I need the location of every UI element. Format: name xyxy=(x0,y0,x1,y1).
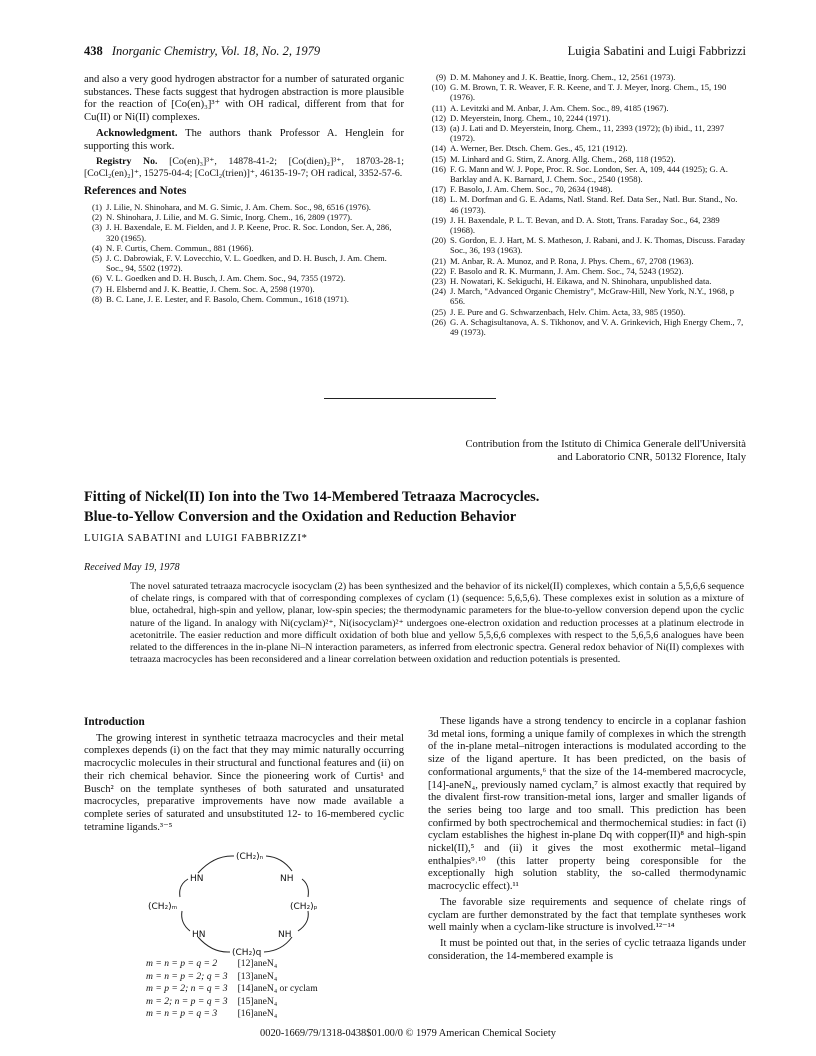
reference-text: J. E. Pure and G. Schwarzenbach, Helv. Chim. Acta, 33, 985 (1950). xyxy=(450,306,686,317)
title-line-2: Blue-to-Yellow Conversion and the Oxidation and Reduction Behavior xyxy=(84,509,517,525)
reference-text: A. Werner, Ber. Dtsch. Chem. Ges., 45, 121 (1912). xyxy=(450,143,628,154)
reference-item xyxy=(428,286,746,306)
registry-numbers xyxy=(84,156,404,180)
reference-item xyxy=(84,253,404,273)
references-heading: References and Notes xyxy=(84,185,187,198)
legend-ligand-name: [12]aneN₄ xyxy=(237,958,278,969)
reference-item xyxy=(428,103,746,113)
reference-number: (18) xyxy=(431,194,446,205)
legend-ligand-name: [14]aneN₄ or cyclam xyxy=(237,983,318,994)
reference-item xyxy=(428,276,746,286)
acknowledgment xyxy=(84,128,404,153)
reference-text: N. F. Curtis, Chem. Commun., 881 (1966). xyxy=(106,242,254,253)
intro-paragraph-3: The favorable size requirements and sequence of chelate rings of cyclam are further demonstrated by the fact that template syntheses work well mainly when a cyclam-like structure is involved.¹²⁻¹⁴ xyxy=(428,896,746,934)
reference-item xyxy=(84,273,404,283)
intro-paragraph-2: These ligands have a strong tendency to encircle in a coplanar fashion 3d metal ions, forming a unique family of complexes in which the strength of the in-plane metal–nitrogen interactions is modulated according to the size of the ligand aperture. It has been predicted, on the basis of conformational arguments,⁶ that the size of the 14-membered macrocycle, [14]-aneN₄, previously named cyclam,⁷ is almost exactly that required by the divalent first-row transition-metal ions, larger and smaller ligands of the series being too large and too small. This prediction has been confirmed by both spectrochemical and thermochemical studies: in fact (i) cyclam establishes the highest in-plane Dq with copper(II)⁸ and high-spin nickel(II),⁵ and (ii) it gives the most exothermic metal–ligand enthalpies⁹˒¹⁰ (this latter property being coresponsible for the exceptionally high solution stablity, the so-called thermodynamic macrocyclic effect).¹¹ xyxy=(428,716,746,893)
reference-number: (9) xyxy=(435,72,446,82)
reference-text: J. C. Dabrowiak, F. V. Lovecchio, V. L. Goedken, and D. H. Busch, J. Am. Chem. Soc., 94, 5502 (1972). xyxy=(106,252,387,274)
legend-ligand-name: [13]aneN₄ xyxy=(237,970,278,982)
reference-item xyxy=(84,243,404,253)
received-date: Received May 19, 1978 xyxy=(84,562,180,573)
reference-text: F. Basolo and R. K. Murmann, J. Am. Chem. Soc., 74, 5243 (1952). xyxy=(450,265,684,276)
reference-item xyxy=(428,184,746,194)
amine-top-right: NH xyxy=(280,874,294,884)
reference-item xyxy=(84,284,404,294)
reference-text: M. Linhard and G. Stirn, Z. Anorg. Allg. Chem., 268, 118 (1952). xyxy=(450,153,676,164)
intro-paragraph-4: It must be pointed out that, in the series of cyclic tetraaza ligands under consideration, the 14-membered example is xyxy=(428,937,746,962)
continuation-paragraph: and also a very good hydrogen abstractor for a number of saturated organic substances. These facts suggest that hydrogen abstraction is more plausible for the reaction of [Co(en)₃]³⁺ with OH radical, different from that for Cu(II) or Ni(II) complexes. xyxy=(84,74,404,124)
references-list-left xyxy=(84,202,404,304)
reference-number: (10) xyxy=(431,82,446,93)
reference-item xyxy=(428,154,746,164)
reference-text: J. H. Baxendale, P. L. T. Bevan, and D. A. Stott, Trans. Faraday Soc., 64, 2389 (1968). xyxy=(450,214,720,236)
reference-number: (11) xyxy=(432,102,446,113)
reference-text: L. M. Dorfman and G. E. Adams, Natl. Stand. Ref. Data Ser., Natl. Bur. Stand., No. 46 (1973). xyxy=(450,194,738,215)
chain-bottom: (CH₂)q xyxy=(232,948,262,958)
chain-right: (CH₂)ₚ xyxy=(290,902,318,912)
amine-top-left: HN xyxy=(190,874,204,884)
macrocycle-legend xyxy=(144,957,328,1022)
reference-number: (25) xyxy=(431,306,446,317)
reference-number: (13) xyxy=(431,123,446,134)
reference-text: (a) J. Lati and D. Meyerstein, Inorg. Chem., 11, 2393 (1972); (b) ibid., 11, 2397 (1972). xyxy=(450,123,725,144)
reference-text: A. Levitzki and M. Anbar, J. Am. Chem. Soc., 89, 4185 (1967). xyxy=(450,102,669,113)
intro-left-column xyxy=(84,716,404,837)
reference-number: (14) xyxy=(431,143,446,154)
reference-text: F. G. Mann and W. J. Pope, Proc. R. Soc. London, Ser. A, 109, 444 (1925); G. A. Barklay and A. K. Barnard, J. Chem. Soc., 2540 (1958). xyxy=(450,163,728,185)
abstract: The novel saturated tetraaza macrocycle isocyclam (2) has been synthesized and the behavior of its nickel(II) complexes, which contain a 5,5,6,6 sequence of chelate rings, is compared with that of corresponding complexes of cyclam (1) (sequence: 5,6,5,6). These complexes exist in solution as a mixture of blue, octahedral, high-spin and yellow, planar, low-spin species; the thermodynamic parameters for the blue-to-yellow conversion depend upon the cyclic nature of the ligand. In analogy with Ni(cyclam)²⁺, Ni(isocyclam)²⁺ undergoes one-electron oxidation and reduction processes at a platinum electrode in acetonitrile. The easier reduction and more difficult oxidation of both blue and yellow 5,5,6,6 complexes with respect to the 5,6,5,6 analogues have been related to the differences in the in-plane Ni–N interaction parameters, as inferred from electronic spectra. General redox behavior of Ni(II) complexes with tetraaza macrocycles has been reconsidered and a linear correlation between oxidation and reduction potentials is presented. xyxy=(130,581,744,666)
reference-text: D. M. Mahoney and J. K. Beattie, Inorg. Chem., 12, 2561 (1973). xyxy=(450,72,676,82)
reference-item xyxy=(428,256,746,266)
reference-text: N. Shinohara, J. Lilie, and M. G. Simic, Inorg. Chem., 16, 2809 (1977). xyxy=(106,212,353,223)
reference-text: G. A. Schagisultanova, A. S. Tikhonov, and V. A. Grinkevich, High Energy Chem., 7, 49 (1973). xyxy=(450,316,744,338)
contribution-affiliation xyxy=(465,438,746,464)
legend-row xyxy=(146,972,326,983)
reference-item xyxy=(428,235,746,255)
amine-bottom-right: NH xyxy=(278,930,292,940)
reference-number: (12) xyxy=(431,112,446,123)
contribution-line-2: and Laboratorio CNR, 50132 Florence, Italy xyxy=(557,452,746,463)
article-title xyxy=(84,487,744,527)
reference-number: (7) xyxy=(91,283,102,294)
chain-left: (CH₂)ₘ xyxy=(148,902,178,912)
legend-row xyxy=(146,984,326,995)
legend-condition: m = 2; n = p = q = 3 xyxy=(146,995,228,1007)
reference-item xyxy=(428,82,746,102)
legend-row xyxy=(146,997,326,1008)
reference-text: J. March, "Advanced Organic Chemistry", McGraw-Hill, New York, N.Y., 1968, p 656. xyxy=(450,286,735,307)
reference-number: (15) xyxy=(431,153,446,164)
reference-number: (2) xyxy=(91,212,102,223)
chain-top: (CH₂)ₙ xyxy=(236,852,264,862)
reference-text: S. Gordon, E. J. Hart, M. S. Matheson, J. Rabani, and J. K. Thomas, Discuss. Faraday Soc., 36, 193 (1963). xyxy=(450,235,746,256)
reference-number: (26) xyxy=(431,316,446,327)
reference-item xyxy=(428,123,746,143)
reference-number: (23) xyxy=(431,276,446,287)
reference-text: H. Nowatari, K. Sekiguchi, H. Eikawa, and N. Shinohara, unpublished data. xyxy=(450,276,712,287)
journal-citation: Inorganic Chemistry, Vol. 18, No. 2, 1979 xyxy=(111,44,321,58)
reference-number: (24) xyxy=(431,286,446,297)
reference-number: (16) xyxy=(431,163,446,174)
reference-number: (6) xyxy=(91,273,102,284)
legend-row xyxy=(146,1009,326,1020)
section-divider xyxy=(324,398,496,399)
reference-item xyxy=(428,113,746,123)
top-left-column xyxy=(84,74,404,304)
contribution-line-1: Contribution from the Istituto di Chimica Generale dell'Università xyxy=(465,439,746,450)
legend-condition: m = n = p = 2; q = 3 xyxy=(146,970,228,982)
reference-text: B. C. Lane, J. E. Lester, and F. Basolo, Chem. Commun., 1618 (1971). xyxy=(106,293,349,304)
reference-item xyxy=(84,222,404,242)
running-header-authors: Luigia Sabatini and Luigi Fabbrizzi xyxy=(567,44,746,58)
references-list-right xyxy=(428,72,746,337)
reference-text: M. Anbar, R. A. Munoz, and P. Rona, J. Phys. Chem., 67, 2708 (1963). xyxy=(450,255,694,266)
reference-item xyxy=(428,307,746,317)
legend-ligand-name: [15]aneN₄ xyxy=(237,995,278,1007)
running-header-left xyxy=(84,44,320,59)
reference-text: V. L. Goedken and D. H. Busch, J. Am. Chem. Soc., 94, 7355 (1972). xyxy=(106,273,346,284)
intro-right-column xyxy=(428,716,746,966)
reference-text: D. Meyerstein, Inorg. Chem., 10, 2244 (1971). xyxy=(450,112,611,123)
reference-number: (1) xyxy=(91,201,102,212)
reference-item xyxy=(428,143,746,153)
introduction-heading: Introduction xyxy=(84,716,145,728)
title-line-1: Fitting of Nickel(II) Ion into the Two 14-Membered Tetraaza Macrocycles. xyxy=(84,489,540,505)
reference-text: F. Basolo, J. Am. Chem. Soc., 70, 2634 (1948). xyxy=(450,184,613,195)
acknowledgment-label: Acknowledgment. xyxy=(96,127,178,139)
reference-item xyxy=(428,164,746,184)
registry-label: Registry No. xyxy=(96,156,158,168)
reference-number: (5) xyxy=(91,252,102,263)
page-number: 438 xyxy=(84,44,103,58)
reference-item xyxy=(84,212,404,222)
legend-row xyxy=(146,959,326,970)
legend-condition: m = p = 2; n = q = 3 xyxy=(146,983,228,994)
reference-item xyxy=(84,294,404,304)
acknowledgment-text: The authors thank Professor A. Henglein for supporting this work. xyxy=(84,127,404,152)
reference-item xyxy=(84,202,404,212)
reference-number: (20) xyxy=(431,235,446,246)
reference-text: J. Lilie, N. Shinohara, and M. G. Simic, J. Am. Chem. Soc., 98, 6516 (1976). xyxy=(106,201,371,212)
reference-text: G. M. Brown, T. R. Weaver, F. R. Keene, and T. J. Meyer, Inorg. Chem., 15, 190 (1976). xyxy=(450,82,727,103)
reference-item xyxy=(428,72,746,82)
reference-number: (4) xyxy=(91,242,102,253)
reference-number: (22) xyxy=(431,265,446,276)
legend-condition: m = n = p = q = 2 xyxy=(146,958,218,969)
reference-item xyxy=(428,194,746,214)
article-authors: LUIGIA SABATINI and LUIGI FABBRIZZI* xyxy=(84,532,308,544)
reference-text: J. H. Baxendale, E. M. Fielden, and J. P. Keene, Proc. R. Soc. London, Ser. A, 286, 320 (1965). xyxy=(106,222,392,243)
reference-number: (19) xyxy=(431,214,446,225)
reference-number: (21) xyxy=(431,255,446,266)
amine-bottom-left: HN xyxy=(192,930,206,940)
legend-condition: m = n = p = q = 3 xyxy=(146,1008,218,1019)
top-right-column xyxy=(428,72,746,337)
reference-number: (8) xyxy=(91,293,102,304)
reference-number: (17) xyxy=(431,184,446,195)
macrocycle-structure xyxy=(130,841,340,961)
reference-item xyxy=(428,266,746,276)
legend-ligand-name: [16]aneN₄ xyxy=(237,1008,278,1019)
reference-item xyxy=(428,215,746,235)
registry-text: [Co(en)₃]³⁺, 14878-41-2; [Co(dien)₂]³⁺, 18703-28-1; [CoCl₂(en)₂]⁺, 15275-04-4; [CoCl₂(trien)]⁺, 46135-19-7; OH radical, 3352-57-6. xyxy=(84,156,404,180)
intro-paragraph-1: The growing interest in synthetic tetraaza macrocycles and their metal complexes depends (i) on the fact that they may mimic naturally occurring macrocyclic molecules in their structural and functional features and (ii) on their rich chemical behavior. Since the pioneering work of Curtis¹ and Busch² on the template syntheses of both saturated and unsaturated macrocycles, preparative improvements have now made available a complete series of saturated and unsubstituted 12- to 16-membered cyclic tetramine ligands.³⁻⁵ xyxy=(84,732,404,833)
footer-copyright: 0020-1669/79/1318-0438$01.00/0 © 1979 American Chemical Society xyxy=(260,1028,556,1039)
reference-item xyxy=(428,317,746,337)
reference-number: (3) xyxy=(91,222,102,233)
reference-text: H. Elsbernd and J. K. Beattie, J. Chem. Soc. A, 2598 (1970). xyxy=(106,283,315,294)
